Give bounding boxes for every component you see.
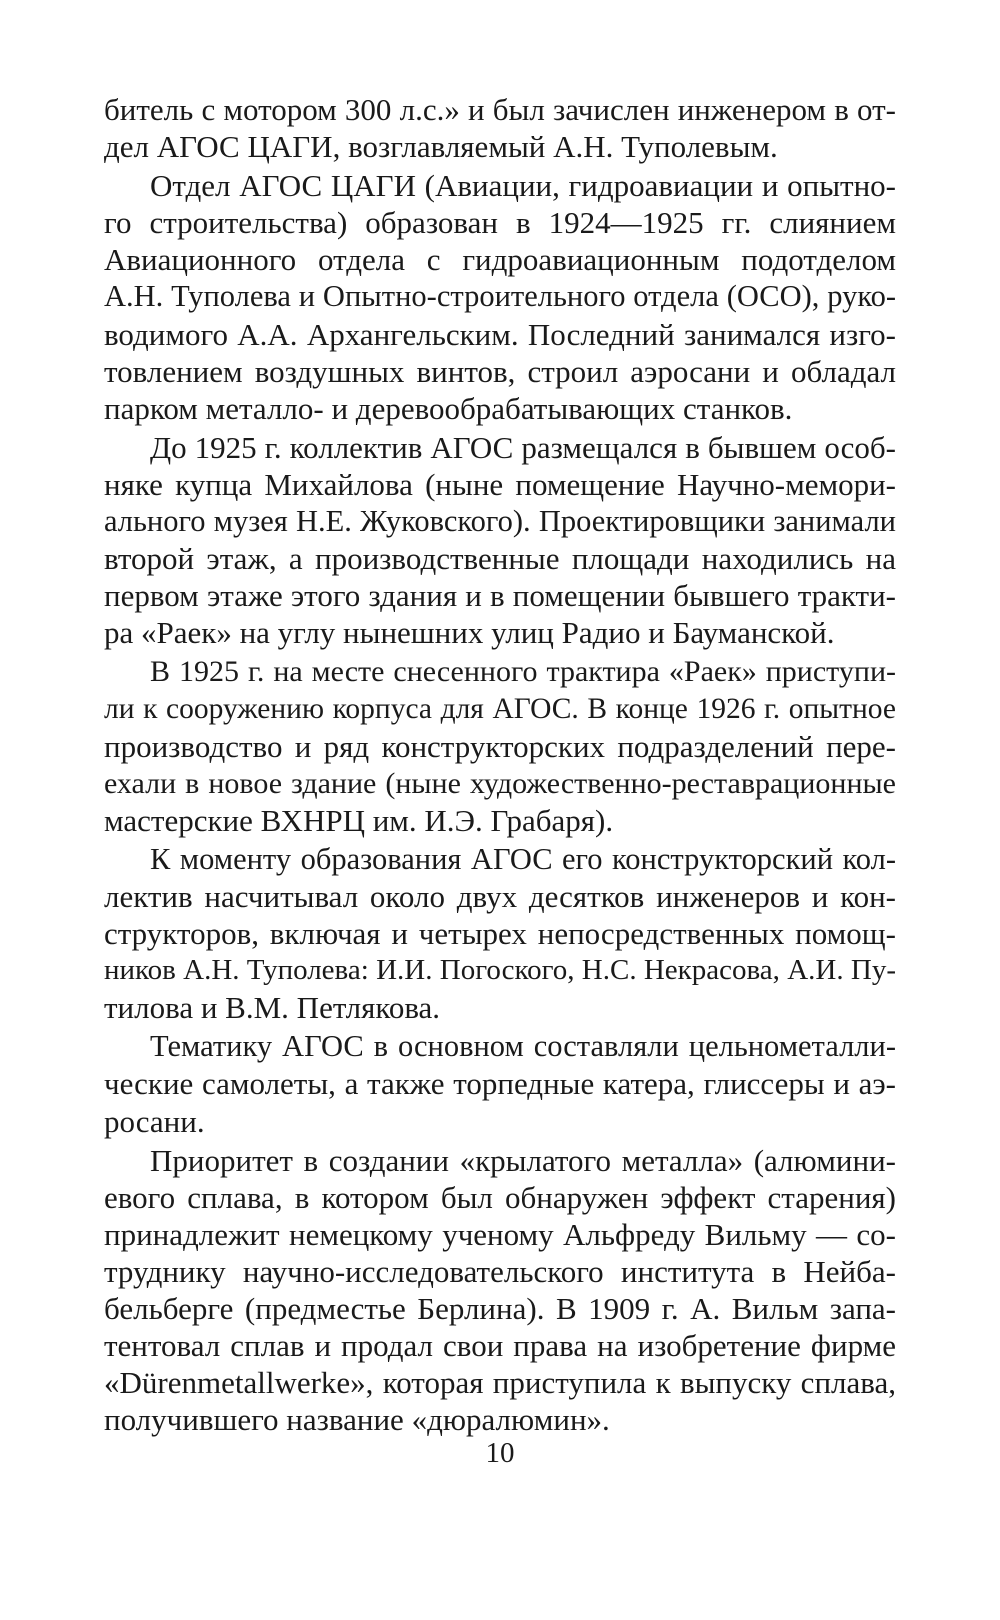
text-line: росани. [104, 1103, 205, 1139]
text-line: принадлежит немецкому ученому Альфреду Вильму — со- [104, 1216, 896, 1252]
text-line: тентовал сплав и продал свои права на изобретение фирме [104, 1328, 896, 1364]
paragraph [104, 841, 896, 1026]
text-line: структоров, включая и четырех непосредственных помощ- [104, 916, 896, 952]
text-line: получившего название «дюралюмин». [104, 1402, 610, 1438]
text-line: До 1925 г. коллектив АГОС размещался в бывшем особ- [150, 429, 896, 465]
text-line: «Dürenmetallwerke», которая приступила к выпуску сплава, [104, 1365, 896, 1401]
text-line: А.Н. Туполева и Опытно-строительного отдела (ОСО), руко- [104, 279, 896, 314]
page-number: 10 [485, 1437, 515, 1469]
text-line: Приоритет в создании «крылатого металла» (алюмини- [150, 1142, 896, 1178]
text-line: Тематику АГОС в основном составляли цельнометалли- [150, 1029, 896, 1064]
text-line: Авиационного отдела с гидроавиационным подотделом [104, 242, 896, 278]
text-line: парком металло- и деревообрабатывающих станков. [104, 390, 793, 426]
text-line: ехали в новое здание (ныне художественно-реставрационные [104, 766, 896, 800]
text-line: бельберге (предместье Берлина). В 1909 г. А. Вильм запа- [104, 1291, 896, 1326]
text-line: труднику научно-исследовательского института в Нейба- [104, 1253, 896, 1289]
text-line: лектив насчитывал около двух десятков инженеров и кон- [104, 878, 896, 914]
text-line: няке купца Михайлова (ныне помещение Научно-мемори- [104, 466, 896, 502]
text-line: ли к сооружению корпуса для АГОС. В конце 1926 г. опытное [104, 692, 896, 725]
text-line: второй этаж, а производственные площади находились на [104, 541, 896, 577]
text-line: мастерские ВХНРЦ им. И.Э. Грабаря). [104, 802, 614, 838]
text-line: водимого А.А. Архангельским. Последний занимался изго- [104, 316, 896, 352]
paragraph [104, 653, 896, 838]
paragraph [104, 91, 896, 165]
text-line: го строительства) образован в 1924—1925 гг. слиянием [104, 205, 896, 241]
text-line: первом этаже этого здания и в помещении бывшего тракти- [104, 578, 896, 614]
text-line: Отдел АГОС ЦАГИ (Авиации, гидроавиации и опытно- [150, 168, 896, 204]
text-line: В 1925 г. на месте снесенного трактира «Раек» приступи- [150, 655, 896, 689]
paragraph [104, 167, 896, 427]
paragraph [104, 1028, 896, 1139]
body-text [104, 91, 896, 1438]
text-line: ра «Раек» на углу нынешних улиц Радио и Бауманской. [104, 615, 835, 651]
text-line: ческие самолеты, а также торпедные катера, глиссеры и аэ- [104, 1066, 896, 1102]
text-line: евого сплава, в котором был обнаружен эффект старения) [104, 1179, 896, 1215]
text-line: производство и ряд конструкторских подразделений пере- [104, 728, 896, 764]
text-line: битель с мотором 300 л.с.» и был зачислен инженером в от- [104, 92, 896, 127]
text-line: товлением воздушных винтов, строил аэросани и обладал [104, 353, 896, 389]
paragraph [104, 1142, 896, 1439]
text-line: ального музея Н.Е. Жуковского). Проектировщики занимали [104, 504, 896, 539]
text-line: К моменту образования АГОС его конструкторский кол- [150, 841, 896, 876]
paragraph [104, 429, 896, 652]
text-line: дел АГОС ЦАГИ, возглавляемый А.Н. Туполевым. [104, 129, 778, 165]
text-line: тилова и В.М. Петлякова. [104, 990, 441, 1026]
text-line: ников А.Н. Туполева: И.И. Погоского, Н.С. Некрасова, А.И. Пу- [104, 954, 896, 987]
